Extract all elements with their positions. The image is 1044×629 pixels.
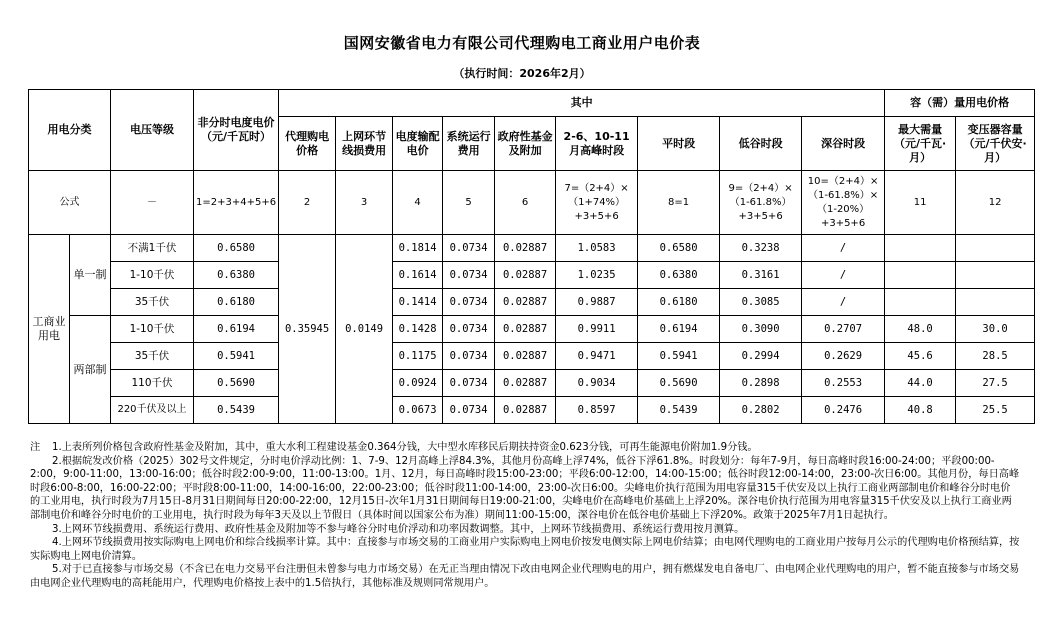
formula-c8: 8=1 — [638, 171, 720, 235]
deep-valley-cell: 0.2553 — [802, 370, 885, 397]
header-proxy-price: 代理购电价格 — [279, 117, 336, 171]
group-two-part: 两部制 — [70, 316, 111, 424]
voltage-cell: 1-10千伏 — [111, 316, 194, 343]
transformer-cell: 27.5 — [956, 370, 1035, 397]
voltage-cell: 35千伏 — [111, 343, 194, 370]
formula-c1: 1=2+3+4+5+6 — [194, 171, 279, 235]
table-row — [29, 316, 1035, 343]
transmission-cell: 0.0924 — [393, 370, 443, 397]
header-capacity-price: 容（需）量用电价格 — [885, 90, 1035, 117]
valley-cell: 0.2898 — [720, 370, 802, 397]
formula-c9: 9=（2+4）×（1-61.8%）+3+5+6 — [720, 171, 802, 235]
voltage-cell: 35千伏 — [111, 289, 194, 316]
non-tou-cell: 0.6380 — [194, 262, 279, 289]
table-row — [29, 289, 1035, 316]
transmission-cell: 0.1614 — [393, 262, 443, 289]
gov-fund-cell: 0.02887 — [495, 235, 556, 262]
max-demand-cell: 44.0 — [885, 370, 956, 397]
header-gov-fund: 政府性基金及附加 — [495, 117, 556, 171]
voltage-cell: 110千伏 — [111, 370, 194, 397]
peak-cell: 0.9911 — [556, 316, 638, 343]
header-deep-valley: 深谷时段 — [802, 117, 885, 171]
flat-cell: 0.5941 — [638, 343, 720, 370]
table-row — [29, 235, 1035, 262]
flat-cell: 0.6580 — [638, 235, 720, 262]
system-operation-cell: 0.0734 — [443, 370, 495, 397]
formula-c4: 4 — [393, 171, 443, 235]
deep-valley-cell: 0.2707 — [802, 316, 885, 343]
system-operation-cell: 0.0734 — [443, 262, 495, 289]
transmission-cell: 0.1414 — [393, 289, 443, 316]
max-demand-cell — [885, 235, 956, 262]
grid-loss-cell: 0.0149 — [336, 235, 393, 424]
transformer-cell: 30.0 — [956, 316, 1035, 343]
peak-cell: 0.9471 — [556, 343, 638, 370]
deep-valley-cell: / — [802, 262, 885, 289]
max-demand-cell — [885, 262, 956, 289]
flat-cell: 0.6380 — [638, 262, 720, 289]
note-4: 4.上网环节线损费用按实际购电上网电价和综合线损率计算。其中：直接参与市场交易的工商业用户实际购电上网电价按发电侧实际上网电价结算；由电网代理购电的工商业用户按每月公示的代理购电价格预结算，按实际购电上网电价清算。 — [30, 537, 1020, 562]
formula-c5: 5 — [443, 171, 495, 235]
table-row — [29, 397, 1035, 424]
header-transmission: 电度输配电价 — [393, 117, 443, 171]
formula-c6: 6 — [495, 171, 556, 235]
peak-cell: 0.9887 — [556, 289, 638, 316]
transformer-cell — [956, 235, 1035, 262]
gov-fund-cell: 0.02887 — [495, 262, 556, 289]
header-system-operation: 系统运行费用 — [443, 117, 495, 171]
transformer-cell: 25.5 — [956, 397, 1035, 424]
gov-fund-cell: 0.02887 — [495, 289, 556, 316]
category-cell: 工商业用电 — [29, 235, 70, 424]
header-max-demand: 最大需量（元/千瓦·月） — [885, 117, 956, 171]
peak-cell: 0.8597 — [556, 397, 638, 424]
formula-label: 公式 — [29, 171, 111, 235]
deep-valley-cell: / — [802, 235, 885, 262]
table-row — [29, 262, 1035, 289]
header-valley: 低谷时段 — [720, 117, 802, 171]
notes-prefix: 注 — [30, 442, 41, 453]
note-5: 5.对于已直接参与市场交易（不含已在电力交易平台注册但未曾参与电力市场交易）在无正当理由情况下改由电网企业代理购电的用户，拥有燃煤发电自备电厂、由电网企业代理购电的用户，暂不能直接参与市场交易由电网企业代理购电的高耗能用户，代理购电价格按上表中的1.5倍执行，其他标准及规则同常规用户。 — [30, 564, 1020, 589]
transmission-cell: 0.1814 — [393, 235, 443, 262]
peak-cell: 0.9034 — [556, 370, 638, 397]
peak-cell: 1.0583 — [556, 235, 638, 262]
transmission-cell: 0.0673 — [393, 397, 443, 424]
system-operation-cell: 0.0734 — [443, 289, 495, 316]
non-tou-cell: 0.5941 — [194, 343, 279, 370]
voltage-cell: 不满1千伏 — [111, 235, 194, 262]
system-operation-cell: 0.0734 — [443, 316, 495, 343]
formula-c7: 7=（2+4）×（1+74%）+3+5+6 — [556, 171, 638, 235]
table-row — [29, 370, 1035, 397]
non-tou-cell: 0.6580 — [194, 235, 279, 262]
note-2: 2.根据皖发改价格（2025）302号文件规定，分时电价浮动比例：1、7-9、12月高峰上浮84.3%，其他月份高峰上浮74%，低谷下浮61.8%。时段划分：每年7-9月，每日高峰时段16:00-24:00；平段00:00-2:00，9:00-11:00，13:00-16:00；低谷时段2:00-9:00，11:00-13:00。1月、12月，每日高峰时段15:00-23:00；平段6:00-12:00，14:00-15:00；低谷时段12:00-14:00，23:00-次日6:00。其他月份，每日高峰时段6:00-8:00，16:00-22:00；平时段8:00-11:00，14:00-16:00，22:00-23:00；低谷时段11:00-14:00，23:00-次日6:00。尖峰电价执行范围为用电容量315千伏安及以上执行工商业两部制电价和峰谷分时电价的工业用电，执行时段为7月15日-8月31日期间每日20:00-22:00，12月15日-次年1月31日期间每日19:00-21:00，尖峰电价在高峰电价基础上上浮20%。深谷电价执行范围为用电容量315千伏安及以上执行工商业两部制电价和峰谷分时电价的工业用电，执行时段为每年3天及以上节假日（具体时间以国家公布为准）期间11:00-15:00，深谷电价在低谷电价基础上下浮20%。政策于2025年7月1日起执行。 — [30, 455, 1020, 521]
non-tou-cell: 0.6194 — [194, 316, 279, 343]
non-tou-cell: 0.5439 — [194, 397, 279, 424]
transmission-cell: 0.1175 — [393, 343, 443, 370]
valley-cell: 0.3090 — [720, 316, 802, 343]
header-transformer-capacity: 变压器容量（元/千伏安·月） — [956, 117, 1035, 171]
formula-c10: 10=（2+4）×（1-61.8%）×（1-20%）+3+5+6 — [802, 171, 885, 235]
table-row — [29, 343, 1035, 370]
formula-voltage: － — [111, 171, 194, 235]
gov-fund-cell: 0.02887 — [495, 343, 556, 370]
formula-c11: 11 — [885, 171, 956, 235]
max-demand-cell — [885, 289, 956, 316]
gov-fund-cell: 0.02887 — [495, 397, 556, 424]
gov-fund-cell: 0.02887 — [495, 370, 556, 397]
non-tou-cell: 0.6180 — [194, 289, 279, 316]
note-3: 3.上网环节线损费用、系统运行费用、政府性基金及附加等不参与峰谷分时电价浮动和功率因数调整。其中，上网环节线损费用、系统运行费用按月测算。 — [52, 523, 745, 535]
voltage-cell: 1-10千伏 — [111, 262, 194, 289]
voltage-cell: 220千伏及以上 — [111, 397, 194, 424]
formula-c2: 2 — [279, 171, 336, 235]
header-row-1 — [29, 90, 1035, 117]
group-single: 单一制 — [70, 235, 111, 316]
effective-date: （执行时间：2026年2月） — [453, 67, 591, 80]
deep-valley-cell: 0.2629 — [802, 343, 885, 370]
system-operation-cell: 0.0734 — [443, 397, 495, 424]
max-demand-cell: 45.6 — [885, 343, 956, 370]
formula-row — [29, 171, 1035, 235]
header-grid-loss: 上网环节线损费用 — [336, 117, 393, 171]
transformer-cell — [956, 289, 1035, 316]
formula-c12: 12 — [956, 171, 1035, 235]
valley-cell: 0.3238 — [720, 235, 802, 262]
flat-cell: 0.5439 — [638, 397, 720, 424]
page-title: 国网安徽省电力有限公司代理购电工商业用户电价表 — [343, 34, 701, 52]
deep-valley-cell: 0.2476 — [802, 397, 885, 424]
valley-cell: 0.2994 — [720, 343, 802, 370]
formula-c3: 3 — [336, 171, 393, 235]
max-demand-cell: 48.0 — [885, 316, 956, 343]
notes-section — [30, 441, 1020, 591]
flat-cell: 0.6194 — [638, 316, 720, 343]
price-table — [28, 89, 1035, 424]
proxy-price-cell: 0.35945 — [279, 235, 336, 424]
transformer-cell — [956, 262, 1035, 289]
peak-cell: 1.0235 — [556, 262, 638, 289]
header-category: 用电分类 — [29, 90, 111, 171]
system-operation-cell: 0.0734 — [443, 235, 495, 262]
flat-cell: 0.6180 — [638, 289, 720, 316]
valley-cell: 0.2802 — [720, 397, 802, 424]
max-demand-cell: 40.8 — [885, 397, 956, 424]
header-of-which: 其中 — [279, 90, 885, 117]
header-peak: 2-6、10-11月高峰时段 — [556, 117, 638, 171]
transmission-cell: 0.1428 — [393, 316, 443, 343]
valley-cell: 0.3085 — [720, 289, 802, 316]
header-non-tou-price: 非分时电度电价（元/千瓦时） — [194, 90, 279, 171]
note-1: 注 1.上表所列价格包含政府性基金及附加，其中，重大水利工程建设基金0.364分钱，大中型水库移民后期扶持资金0.623分钱，可再生能源电价附加1.9分钱。 — [30, 442, 758, 453]
system-operation-cell: 0.0734 — [443, 343, 495, 370]
deep-valley-cell: / — [802, 289, 885, 316]
header-voltage: 电压等级 — [111, 90, 194, 171]
transformer-cell: 28.5 — [956, 343, 1035, 370]
header-flat: 平时段 — [638, 117, 720, 171]
valley-cell: 0.3161 — [720, 262, 802, 289]
gov-fund-cell: 0.02887 — [495, 316, 556, 343]
flat-cell: 0.5690 — [638, 370, 720, 397]
non-tou-cell: 0.5690 — [194, 370, 279, 397]
